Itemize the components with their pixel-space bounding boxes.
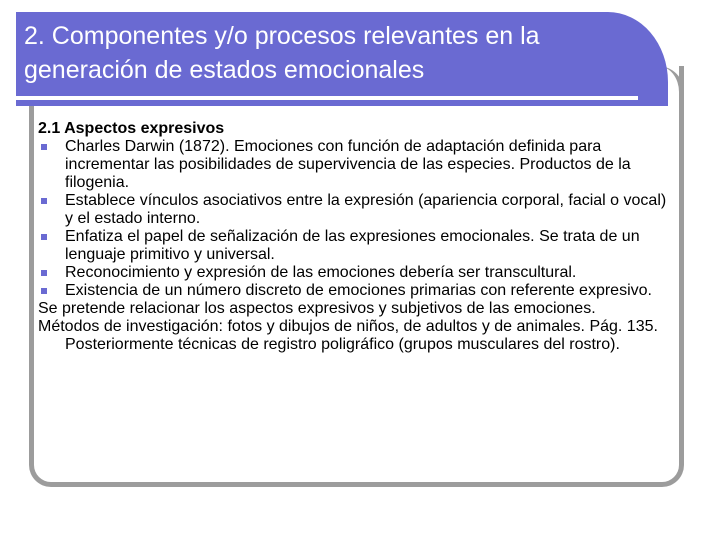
square-bullet-icon <box>41 144 47 150</box>
title-underline <box>16 96 638 100</box>
body-paragraph: Se pretende relacionar los aspectos expresivos y subjetivos de las emociones. <box>38 300 596 317</box>
square-bullet-icon <box>41 234 47 240</box>
slide-title: 2. Componentes y/o procesos relevantes en la generación de estados emocionales <box>24 22 540 84</box>
bullet-item <box>38 282 678 300</box>
bullet-item <box>38 192 678 228</box>
square-bullet-icon <box>41 288 47 294</box>
section-heading: 2.1 Aspectos expresivos <box>38 120 225 137</box>
square-bullet-icon <box>41 270 47 276</box>
bullet-text: Establece vínculos asociativos entre la expresión (apariencia corporal, facial o vocal) y el estado interno. <box>65 192 667 227</box>
bullet-text: Charles Darwin (1872). Emociones con función de adaptación definida para incrementar las posibilidades de supervivencia de las especies. Productos de la filogenia. <box>65 138 631 191</box>
slide-content <box>38 120 678 354</box>
body-paragraph: Métodos de investigación: fotos y dibujos de niños, de adultos y de animales. Pág. 135. Posteriormente técnicas de registro poligráfico (grupos musculares del rostro). <box>38 318 658 353</box>
bullet-text: Existencia de un número discreto de emociones primarias con referente expresivo. <box>65 282 652 299</box>
bullet-item <box>38 264 678 282</box>
square-bullet-icon <box>41 198 47 204</box>
bullet-item <box>38 228 678 264</box>
bullet-text: Enfatiza el papel de señalización de las expresiones emocionales. Se trata de un lenguaje primitivo y universal. <box>65 228 640 263</box>
bullet-text: Reconocimiento y expresión de las emociones debería ser transcultural. <box>65 264 577 281</box>
bullet-item <box>38 138 678 192</box>
